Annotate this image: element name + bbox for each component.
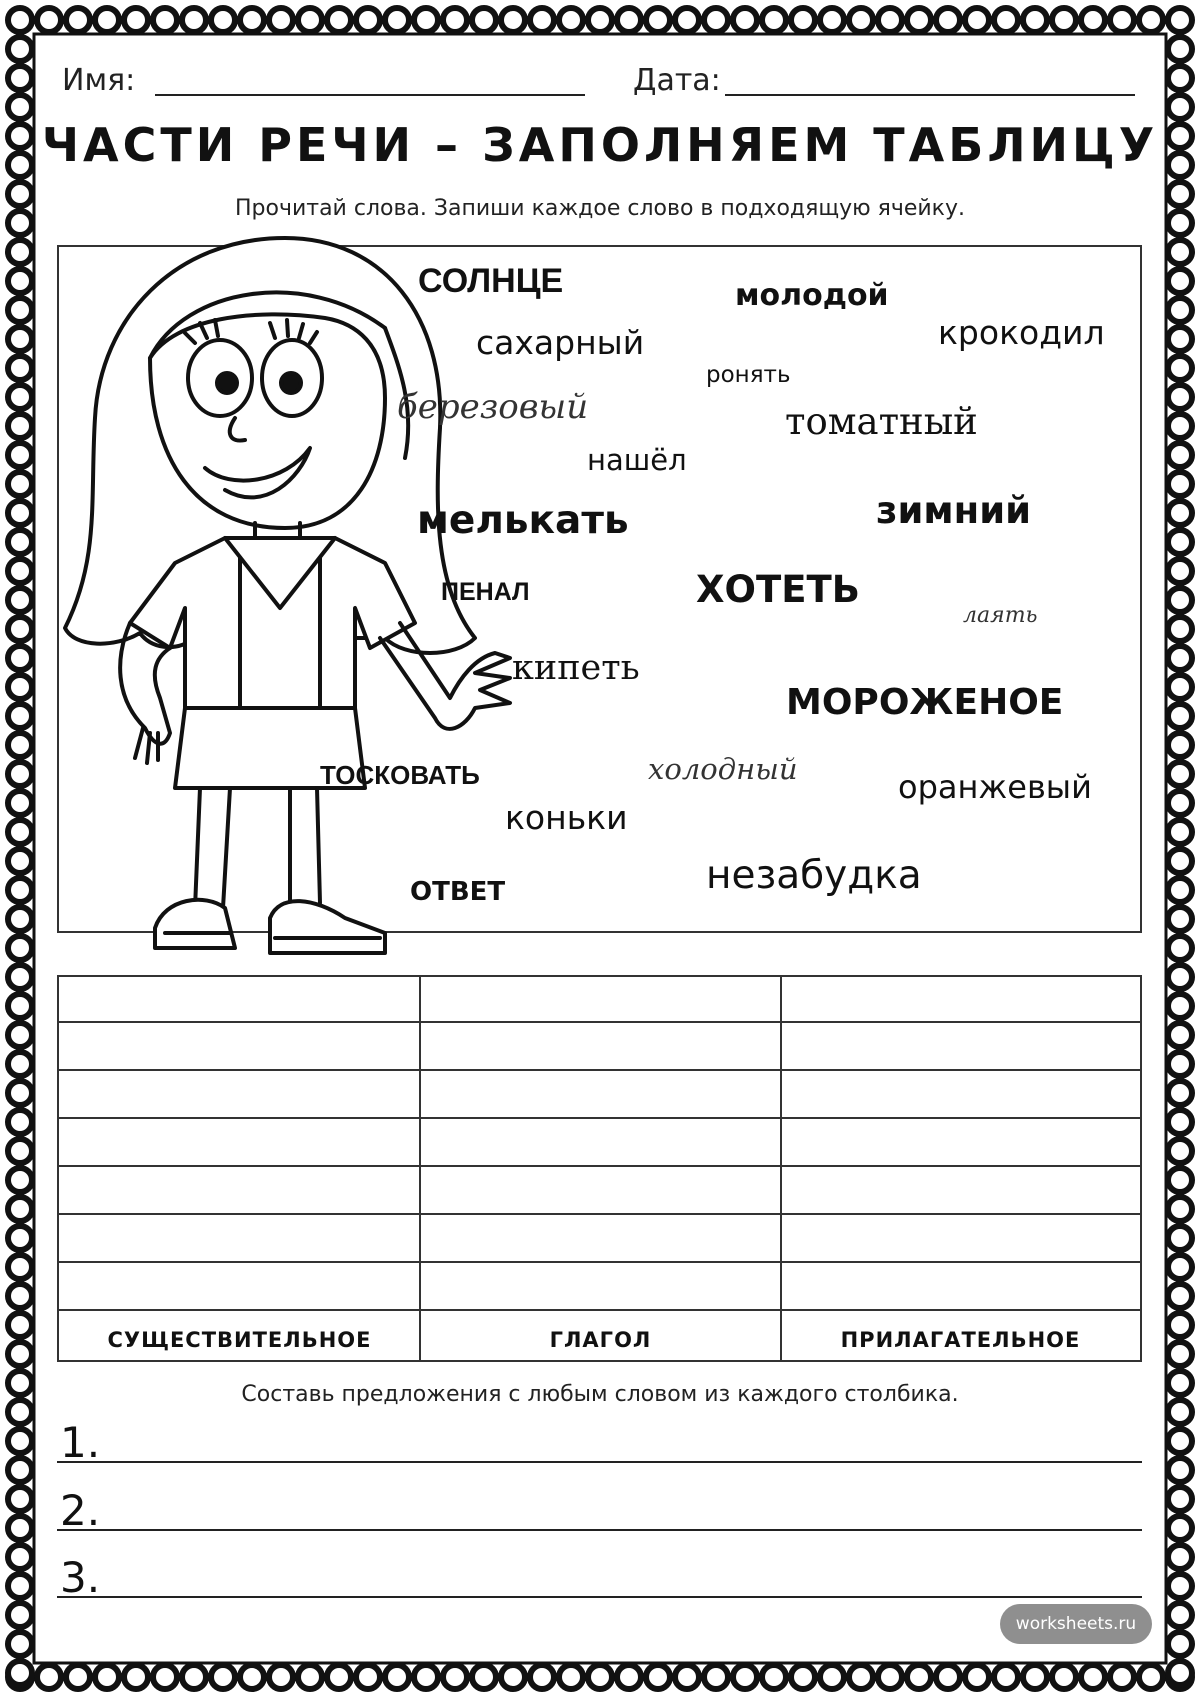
sentence-number-2: 2. [60, 1486, 101, 1535]
column-header-noun: СУЩЕСТВИТЕЛЬНОЕ [107, 1328, 372, 1352]
column-header-adjective: ПРИЛАГАТЕЛЬНОЕ [840, 1328, 1081, 1352]
word-19: коньки [505, 798, 628, 837]
word-9: мелькать [417, 498, 629, 543]
word-3: сахарный [476, 323, 645, 362]
word-12: ХОТЕТЬ [696, 568, 860, 611]
date-label: Дата: [633, 63, 721, 98]
table-row-line [57, 1021, 1142, 1023]
date-field[interactable] [725, 94, 1135, 96]
word-17: холодный [648, 752, 798, 786]
word-21: незабудка [706, 853, 922, 898]
table-row-line [57, 1213, 1142, 1215]
table-row-line [57, 1309, 1142, 1311]
word-20: ОТВЕТ [410, 877, 506, 907]
name-label: Имя: [62, 63, 136, 98]
sentence-line-1[interactable] [57, 1461, 1142, 1463]
table-row-line [57, 1261, 1142, 1263]
worksheets-logo: worksheets.ru [1000, 1604, 1152, 1644]
sentences-instruction: Составь предложения с любым словом из каждого столбика. [241, 1382, 959, 1407]
table-column-divider [419, 975, 421, 1362]
sentence-line-2[interactable] [57, 1529, 1142, 1531]
word-14: кипеть [512, 648, 640, 688]
instruction-text: Прочитай слова. Запиши каждое слово в подходящую ячейку. [235, 196, 965, 221]
word-2: молодой [735, 278, 889, 313]
table-column-divider [780, 975, 782, 1362]
word-6: березовый [397, 387, 589, 427]
word-5: ронять [706, 362, 791, 388]
word-1: СОЛНЦЕ [418, 262, 564, 300]
column-header-verb: ГЛАГОЛ [549, 1328, 652, 1352]
word-15: МОРОЖЕНОЕ [786, 682, 1064, 723]
word-4: крокодил [938, 313, 1105, 352]
table-row-line [57, 1117, 1142, 1119]
sentence-line-3[interactable] [57, 1596, 1142, 1598]
word-11: ПЕНАЛ [441, 578, 530, 606]
word-18: оранжевый [898, 768, 1092, 806]
word-7: томатный [785, 400, 978, 443]
worksheet-title: ЧАСТИ РЕЧИ – ЗАПОЛНЯЕМ ТАБЛИЦУ [41, 118, 1159, 172]
word-8: нашёл [587, 443, 687, 477]
word-13: лаять [963, 603, 1038, 628]
parts-of-speech-table[interactable] [57, 975, 1142, 1362]
word-16: ТОСКОВАТЬ [320, 760, 480, 790]
table-row-line [57, 1069, 1142, 1071]
sentence-number-3: 3. [60, 1553, 101, 1602]
sentence-number-1: 1. [60, 1418, 101, 1467]
word-10: зимний [876, 489, 1032, 532]
name-field[interactable] [155, 94, 585, 96]
table-row-line [57, 1165, 1142, 1167]
